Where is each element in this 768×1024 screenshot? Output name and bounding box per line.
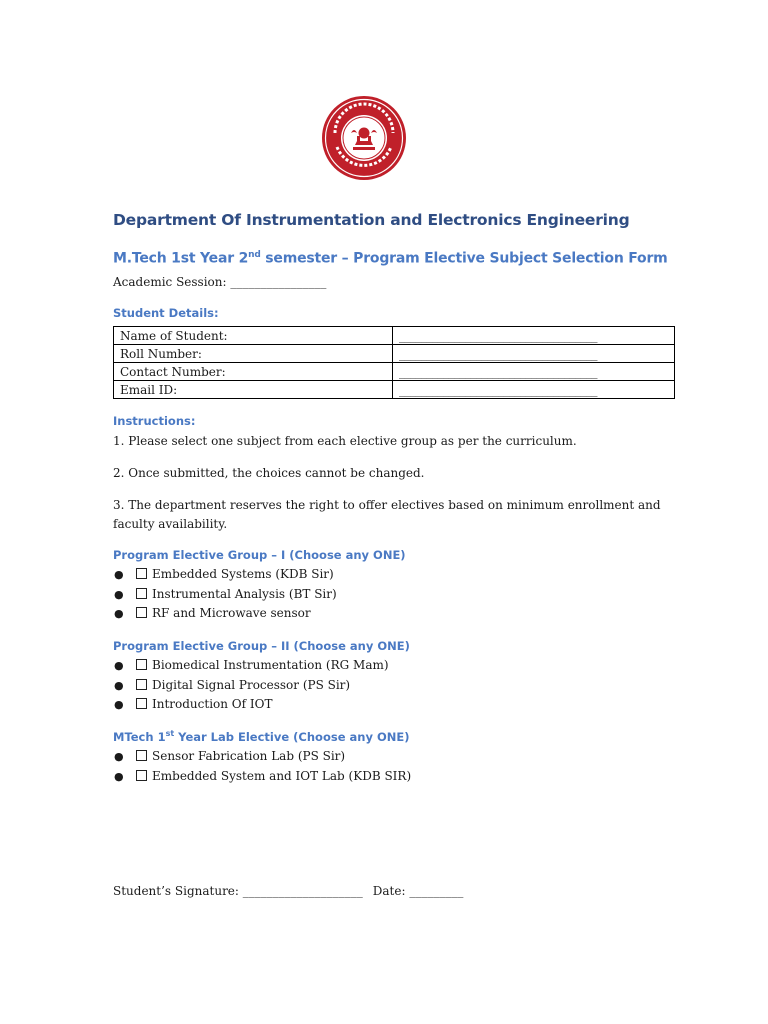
form-title-part: semester – Program Elective Subject Selection Form <box>260 250 668 267</box>
email-field[interactable]: ____________________________________ <box>393 381 675 399</box>
checkbox[interactable] <box>136 679 147 690</box>
table-row <box>114 363 675 381</box>
instruction-item: 1. Please select one subject from each elective group as per the curriculum. <box>113 434 577 448</box>
contact-number-field[interactable]: ____________________________________ <box>393 363 675 381</box>
option-item[interactable] <box>113 585 337 605</box>
option-label: Introduction Of IOT <box>152 697 273 711</box>
row-label: Roll Number: <box>114 345 393 363</box>
checkbox[interactable] <box>136 607 147 618</box>
option-item[interactable] <box>113 604 337 624</box>
bullet-icon: ● <box>114 678 124 692</box>
signature-field[interactable]: Student’s Signature: ____________________ <box>113 884 363 898</box>
instruction-item: 3. The department reserves the right to offer electives based on minimum enrollment and faculty availability. <box>113 498 661 531</box>
option-label: Embedded System and IOT Lab (KDB SIR) <box>152 768 412 783</box>
lab-heading-part: MTech 1 <box>113 729 166 744</box>
instruction-item: 2. Once submitted, the choices cannot be changed. <box>113 466 425 480</box>
row-label: Contact Number: <box>114 363 393 381</box>
bullet-icon: ● <box>114 607 124 620</box>
signature-line <box>113 884 463 898</box>
checkbox[interactable] <box>136 750 147 761</box>
table-row <box>114 381 675 399</box>
option-item[interactable] <box>113 767 411 787</box>
elective-group-1-options <box>113 565 337 624</box>
row-label: Email ID: <box>114 381 393 399</box>
checkbox[interactable] <box>136 568 147 579</box>
option-label: RF and Microwave sensor <box>152 606 311 620</box>
elective-group-2-heading: Program Elective Group – II (Choose any ONE) <box>113 639 410 653</box>
option-label: Instrumental Analysis (BT Sir) <box>152 586 337 601</box>
table-row <box>114 345 675 363</box>
lab-elective-heading <box>113 729 409 744</box>
option-item[interactable] <box>113 565 337 585</box>
lab-elective-options <box>113 747 411 786</box>
bullet-icon: ● <box>114 587 124 601</box>
option-label: Embedded Systems (KDB Sir) <box>152 567 334 581</box>
option-item[interactable] <box>113 747 411 767</box>
option-label: Biomedical Instrumentation (RG Mam) <box>152 658 389 672</box>
form-title-part: M.Tech 1st Year 2 <box>113 250 249 267</box>
option-item[interactable] <box>113 656 389 676</box>
date-field[interactable]: Date: _________ <box>372 884 464 898</box>
elective-group-1-heading: Program Elective Group – I (Choose any ONE) <box>113 548 406 562</box>
lab-heading-superscript: st <box>165 729 175 738</box>
form-title <box>113 250 668 267</box>
academic-session-field[interactable]: Academic Session: ________________ <box>113 275 327 289</box>
lab-heading-part: Year Lab Elective (Choose any ONE) <box>174 729 410 744</box>
checkbox[interactable] <box>136 659 147 670</box>
roll-number-field[interactable]: ____________________________________ <box>393 345 675 363</box>
table-row <box>114 327 675 345</box>
checkbox[interactable] <box>136 770 147 781</box>
option-item[interactable] <box>113 676 389 696</box>
option-item[interactable] <box>113 695 389 715</box>
instructions-heading: Instructions: <box>113 414 196 428</box>
option-label: Digital Signal Processor (PS Sir) <box>152 677 351 692</box>
university-seal-icon <box>321 95 407 181</box>
department-title: Department Of Instrumentation and Electronics Engineering <box>113 211 630 229</box>
bullet-icon: ● <box>114 769 124 783</box>
bullet-icon: ● <box>114 659 124 672</box>
student-details-table <box>113 326 675 399</box>
row-label: Name of Student: <box>114 327 393 345</box>
checkbox[interactable] <box>136 588 147 599</box>
form-title-superscript: nd <box>248 250 261 260</box>
bullet-icon: ● <box>114 750 124 763</box>
option-label: Sensor Fabrication Lab (PS Sir) <box>152 749 346 763</box>
elective-group-2-options <box>113 656 389 715</box>
student-details-heading: Student Details: <box>113 306 219 320</box>
bullet-icon: ● <box>114 698 124 711</box>
name-field[interactable]: ____________________________________ <box>393 327 675 345</box>
checkbox[interactable] <box>136 698 147 709</box>
bullet-icon: ● <box>114 568 124 581</box>
